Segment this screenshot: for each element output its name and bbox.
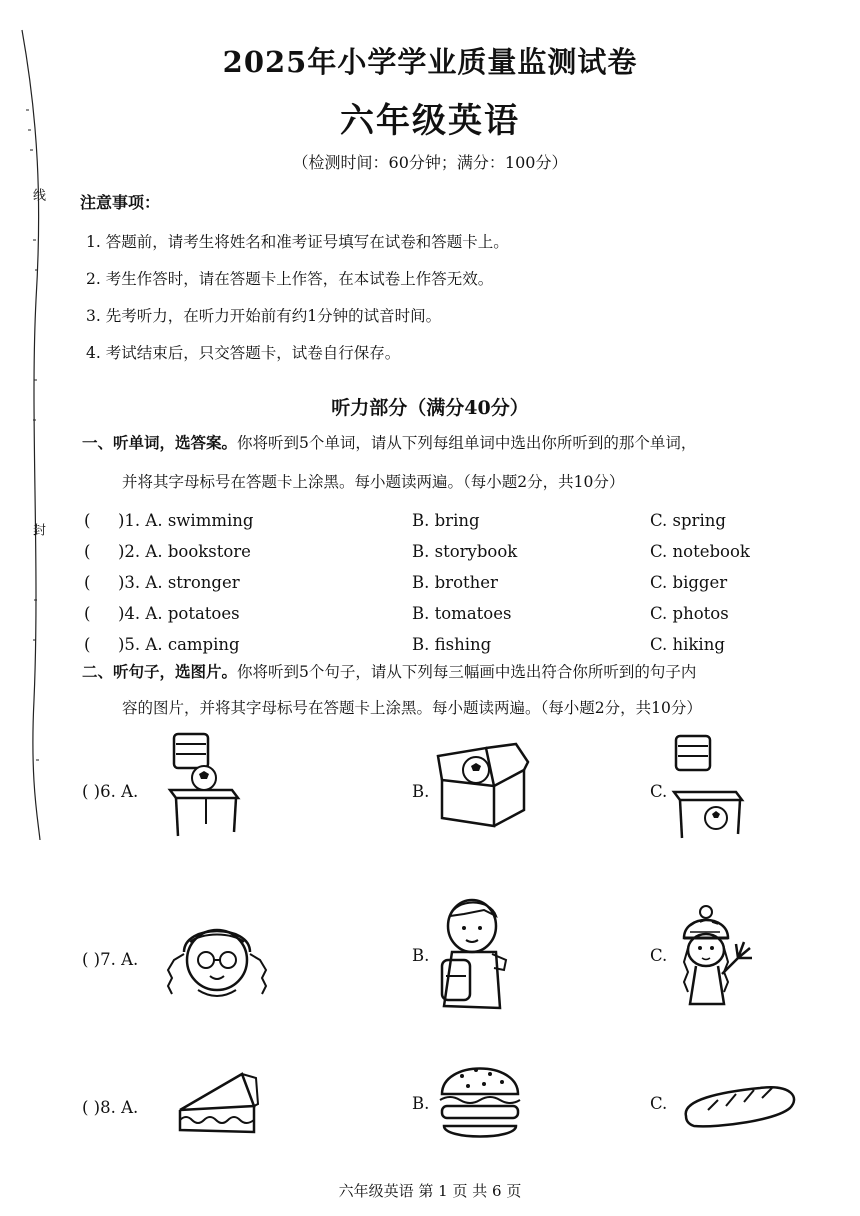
option-b: B. brother bbox=[412, 573, 498, 592]
q6-label-a: ( )6. A. bbox=[82, 782, 139, 801]
answer-paren: ( bbox=[84, 604, 91, 623]
girl-with-winter-hat-waving-image bbox=[676, 904, 760, 1010]
q8-label-a: ( )8. A. bbox=[82, 1098, 139, 1117]
option-c: C. bigger bbox=[650, 573, 728, 592]
option-a: )2. A. bookstore bbox=[118, 542, 251, 561]
option-c: C. hiking bbox=[650, 635, 725, 654]
part2-heading-rest: 你将听到5个句子，请从下列每三幅画中选出符合你所听到的句子内 bbox=[237, 663, 697, 681]
section-title: 听力部分（满分40分） bbox=[331, 397, 529, 419]
margin-mark-line: 线 bbox=[30, 188, 45, 201]
answer-paren: ( bbox=[84, 573, 91, 592]
option-b: B. bring bbox=[412, 511, 480, 530]
sandwich-image bbox=[176, 1070, 260, 1144]
part1-heading-line2: 并将其字母标号在答题卡上涂黑。每小题读两遍。（每小题2分，共10分） bbox=[122, 473, 625, 491]
option-a: )3. A. stronger bbox=[118, 573, 240, 592]
boy-with-backpack-image bbox=[434, 896, 514, 1014]
notice-title: 注意事项： bbox=[80, 193, 161, 212]
option-c: C. notebook bbox=[650, 542, 750, 561]
margin-mark-seal: 封 bbox=[30, 523, 45, 536]
option-b: B. tomatoes bbox=[412, 604, 512, 623]
girl-with-glasses-image bbox=[162, 912, 272, 1004]
page-footer: 六年级英语 第 1 页 共 6 页 bbox=[338, 1182, 522, 1200]
exam-subject: 六年级英语 bbox=[340, 101, 520, 141]
option-b: B. storybook bbox=[412, 542, 518, 561]
q7-label-a: ( )7. A. bbox=[82, 950, 139, 969]
q8-label-b: B. bbox=[412, 1094, 430, 1113]
part1-heading bbox=[82, 428, 696, 458]
notice-item: 2. 考生作答时，请在答题卡上作答，在本试卷上作答无效。 bbox=[86, 270, 494, 288]
q8-label-c: C. bbox=[650, 1094, 668, 1113]
q6-label-b: B. bbox=[412, 782, 430, 801]
option-c: C. photos bbox=[650, 604, 729, 623]
exam-title: 2025年小学学业质量监测试卷 bbox=[222, 45, 638, 79]
box-with-ball-image bbox=[436, 740, 532, 830]
answer-paren: ( bbox=[84, 635, 91, 654]
q7-label-c: C. bbox=[650, 946, 668, 965]
chair-with-ball-on-seat-image bbox=[166, 732, 246, 842]
q7-label-b: B. bbox=[412, 946, 430, 965]
notice-item: 4. 考试结束后，只交答题卡，试卷自行保存。 bbox=[86, 344, 401, 362]
q6-label-c: C. bbox=[650, 782, 668, 801]
part2-heading-line2: 容的图片，并将其字母标号在答题卡上涂黑。每小题读两遍。（每小题2分，共10分） bbox=[122, 699, 702, 717]
part1-heading-bold: 一、听单词，选答案。 bbox=[82, 433, 238, 452]
option-a: )4. A. potatoes bbox=[118, 604, 240, 623]
part1-heading-rest: 你将听到5个单词，请从下列每组单词中选出你所听到的那个单词， bbox=[237, 434, 697, 452]
chair-with-ball-under-image bbox=[672, 734, 752, 844]
option-c: C. spring bbox=[650, 511, 726, 530]
binding-margin-line bbox=[0, 0, 60, 1216]
exam-info: （检测时间：60分钟；满分：100分） bbox=[292, 153, 568, 172]
answer-paren: ( bbox=[84, 542, 91, 561]
answer-paren: ( bbox=[84, 511, 91, 530]
part2-heading bbox=[82, 657, 696, 687]
notice-item: 1. 答题前，请考生将姓名和准考证号填写在试卷和答题卡上。 bbox=[86, 233, 509, 251]
bread-loaf-image bbox=[680, 1080, 800, 1130]
option-a: )5. A. camping bbox=[118, 635, 240, 654]
option-a: )1. A. swimming bbox=[118, 511, 254, 530]
notice-item: 3. 先考听力，在听力开始前有约1分钟的试音时间。 bbox=[86, 307, 442, 325]
part2-heading-bold: 二、听句子，选图片。 bbox=[82, 662, 238, 681]
hamburger-image bbox=[438, 1056, 522, 1144]
option-b: B. fishing bbox=[412, 635, 492, 654]
